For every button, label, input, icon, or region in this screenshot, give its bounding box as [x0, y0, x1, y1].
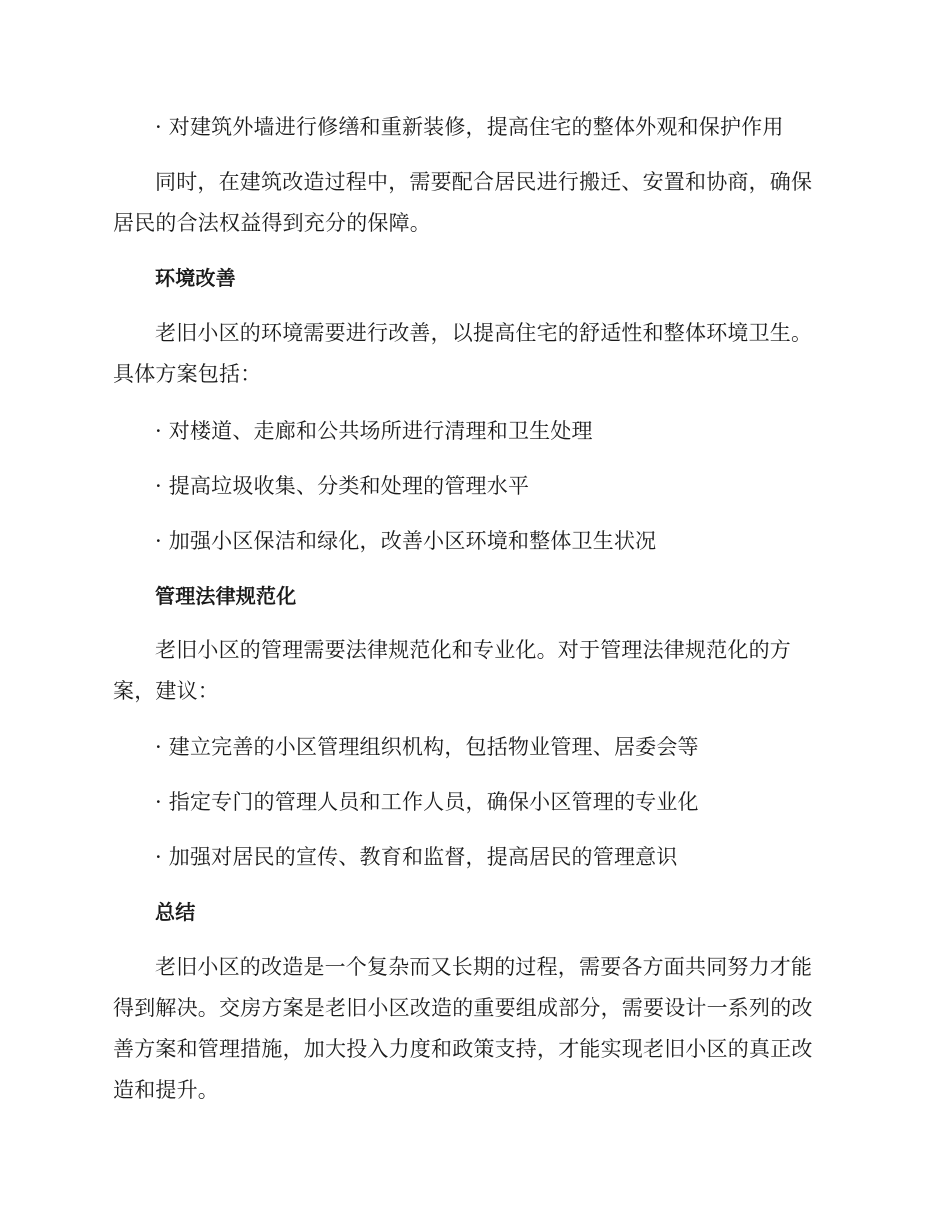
- bullet-facade-repair: · 对建筑外墙进行修缮和重新装修，提高住宅的整体外观和保护作用: [155, 115, 784, 139]
- bullet-staff: · 指定专门的管理人员和工作人员，确保小区管理的专业化: [155, 790, 699, 814]
- summary-line-3: 善方案和管理措施，加大投入力度和政策支持，才能实现老旧小区的真正改: [113, 1037, 813, 1061]
- bullet-stairway-cleaning: · 对楼道、走廊和公共场所进行清理和卫生处理: [155, 419, 593, 443]
- management-intro-line-1: 老旧小区的管理需要法律规范化和专业化。对于管理法律规范化的方: [155, 638, 791, 662]
- section-heading-management: 管理法律规范化: [155, 584, 297, 608]
- bullet-resident-education: · 加强对居民的宣传、教育和监督，提高居民的管理意识: [155, 845, 678, 869]
- environment-intro-line-2: 具体方案包括：: [113, 362, 262, 386]
- environment-intro-line-1: 老旧小区的环境需要进行改善，以提高住宅的舒适性和整体环境卫生。: [155, 321, 813, 345]
- summary-line-4: 造和提升。: [113, 1078, 219, 1102]
- management-intro-line-2: 案，建议：: [113, 679, 219, 703]
- bullet-greening: · 加强小区保洁和绿化，改善小区环境和整体卫生状况: [155, 529, 657, 553]
- section-heading-environment: 环境改善: [155, 266, 236, 290]
- bullet-garbage-management: · 提高垃圾收集、分类和处理的管理水平: [155, 474, 530, 498]
- section-heading-summary: 总结: [155, 900, 196, 924]
- relocation-paragraph-line-1: 同时，在建筑改造过程中，需要配合居民进行搬迁、安置和协商，确保: [155, 170, 813, 194]
- relocation-paragraph-line-2: 居民的合法权益得到充分的保障。: [113, 211, 431, 235]
- summary-line-1: 老旧小区的改造是一个复杂而又长期的过程，需要各方面共同努力才能: [155, 955, 813, 979]
- bullet-organization: · 建立完善的小区管理组织机构，包括物业管理、居委会等: [155, 735, 699, 759]
- summary-line-2: 得到解决。交房方案是老旧小区改造的重要组成部分，需要设计一系列的改: [113, 996, 813, 1020]
